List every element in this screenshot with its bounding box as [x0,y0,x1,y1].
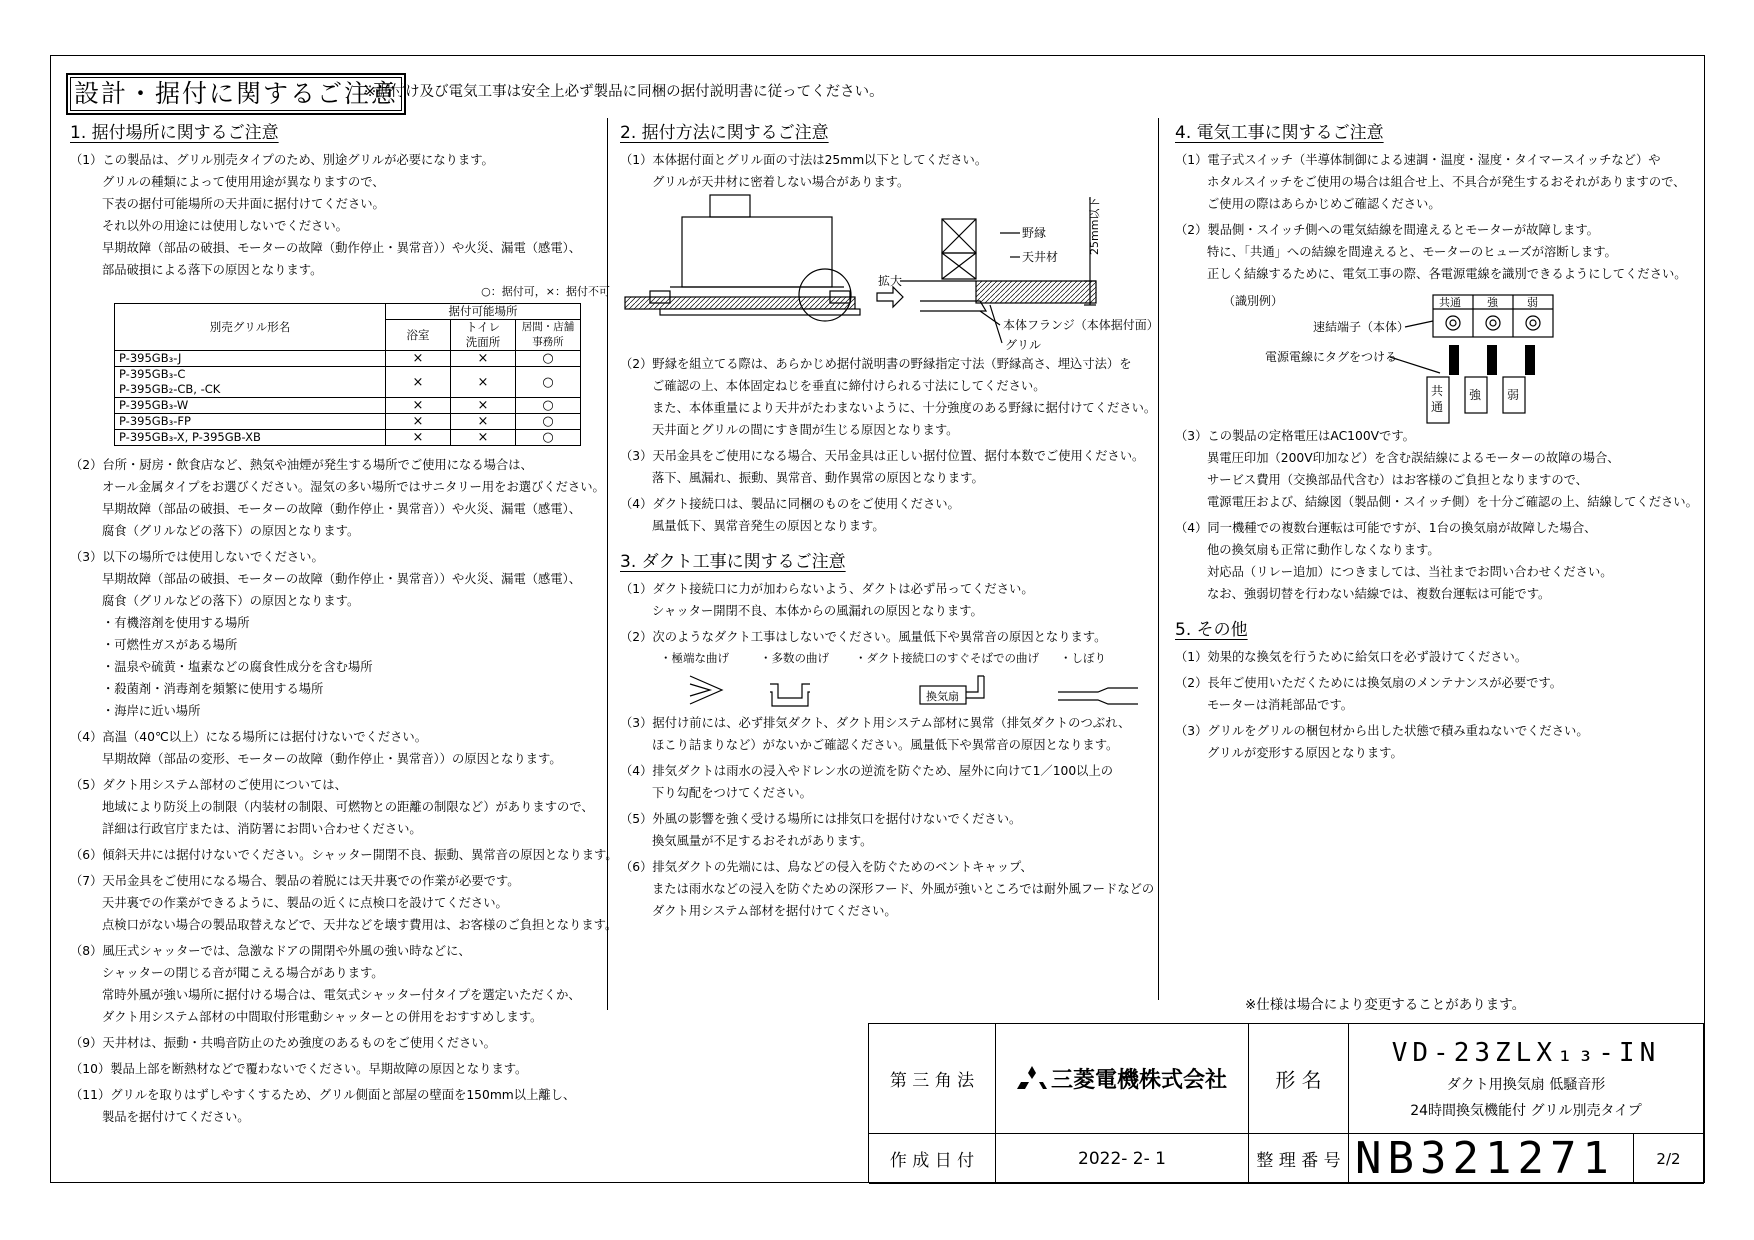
label-grill: グリル [1005,338,1042,352]
cell-toilet: × [451,430,516,446]
note-line: または雨水などの浸入を防ぐための深形フード、外風が強いところでは耐外風フードなどの [652,882,1155,896]
note-item [620,445,1145,489]
cell-toilet: × [451,398,516,414]
note-line: 対応品（リレー追加）につきましては、当社までお問い合わせください。 [1207,565,1613,579]
unit-body [682,217,832,287]
note-line: 天井面とグリルの間にすき間が生じる原因となります。 [652,423,959,437]
note-line: 製品を据付けてください。 [102,1110,250,1124]
note-item [70,870,618,936]
note-line: （4）同一機種での複数台運転は可能ですが、1台の換気扇が故障した場合、 [1175,521,1597,535]
header-note: ※据付け及び電気工事は安全上必ず製品に同梱の据付説明書に従ってください。 [364,84,884,100]
note-item [70,149,600,281]
note-line: 異電圧印加（200V印加など）を含む誤結線によるモーターの故障の場合、 [1207,451,1620,465]
label-kakudai: 拡大 [878,274,903,288]
bad-case-label: ・多数の曲げ [760,651,829,665]
installation-diagram [620,193,1159,353]
cell-toilet: × [451,367,516,398]
note-line: （6）傾斜天井には据付けないでください。シャッター開閉不良、振動、異常音の原因となります。 [70,848,618,862]
note-line: ホタルスイッチをご使用の場合は組合せ上、不具合が発生するおそれがありますので、 [1207,175,1686,189]
note-line: 常時外風が強い場所に据付ける場合は、電気式シャッター付タイプを選定いただくか、 [102,988,581,1002]
note-item [1175,517,1695,605]
number-label-cell: 整 理 番 号 [1249,1134,1349,1184]
model-number: VD-23ZLX₁₃-IN [1391,1037,1661,1068]
note-item [620,760,1140,804]
cell-bath: × [386,430,451,446]
bad-case-label: ・ダクト接続口のすぐそばでの曲げ [855,651,1039,665]
table-row [115,430,581,446]
cell-living: ○ [516,430,581,446]
note-item [1175,720,1695,764]
note-line: （3）グリルをグリルの梱包材から出した状態で積み重ねないでください。 [1175,724,1589,738]
note-line: 落下、風漏れ、振動、異常音、動作異常の原因となります。 [652,471,984,485]
note-line: 下り勾配をつけてください。 [652,786,812,800]
label-tenjo: 天井材 [1022,250,1059,264]
note-item [1175,219,1695,285]
column-3 [1175,118,1698,764]
mitsubishi-logo-icon [1017,1066,1047,1092]
terminal-header: 弱 [1527,296,1538,309]
note-item [1175,646,1695,668]
cell-model: P-395GB₃-W [115,398,386,414]
cell-model: P-395GB₃-FP [115,414,386,430]
note-line: モーターは消耗部品です。 [1207,698,1354,712]
note-item [620,353,1157,441]
note-item [620,493,1140,537]
table-body [115,351,581,446]
note-line: （11）グリルを取りはずしやすくするため、グリル側面と部屋の壁面を150mm以上離し、 [70,1088,576,1102]
note-item [620,578,1140,622]
company-name: 三菱電機株式会社 [1050,1068,1227,1093]
section-heading: 4. 電気工事に関するご注意 [1175,123,1384,143]
note-line: 部品破損による落下の原因となります。 [102,263,323,277]
section-heading: 5. その他 [1175,620,1248,640]
note-line: また、本体重量により天井がたわまないように、十分強度のある野縁に据付けてください。 [652,401,1157,415]
bad-case-label: ・極端な曲げ [660,651,729,665]
cell-living: ○ [516,351,581,367]
table-row [115,414,581,430]
label-nobuchi: 野縁 [1022,226,1047,240]
projection-cell: 第 三 角 法 [869,1024,996,1134]
note-line: 地域により防災上の制限（内装材の制限、可燃物との距離の制限など）がありますので、 [102,800,594,814]
note-line: ご使用の際はあらかじめご確認ください。 [1207,197,1441,211]
document-number: NB321271 [1349,1134,1634,1184]
model-label-cell: 形 名 [1249,1024,1349,1134]
note-line: 点検口がない場合の製品取替えなどで、天井などを壊す費用は、お客様のご負担となります。 [102,918,618,932]
note-line: 換気風量が不足するおそれがあります。 [652,834,873,848]
terminal-header: 共通 [1439,296,1461,309]
note-line: 下表の据付可能場所の天井面に据付けてください。 [102,197,385,211]
example-label: （識別例） [1223,294,1284,308]
spec-footnote: ※仕様は場合により変更することがあります。 [1245,997,1526,1013]
fan-label: 換気扇 [926,690,959,703]
page-number: 2/2 [1634,1134,1704,1184]
note-line: （2）台所・厨房・飲食店など、熱気や油煙が発生する場所でご使用になる場合は、 [70,458,533,472]
note-line: ダクト用システム部材の中間取付形電動シャッターとの併用をおすすめします。 [102,1010,543,1024]
grill-table [114,303,581,446]
note-item [70,844,618,866]
cell-model: P-395GB₃-C P-395GB₂-CB, -CK [115,367,386,398]
note-line: （1）この製品は、グリル別売タイプのため、別途グリルが必要になります。 [70,153,494,167]
table-header: 別売グリル形名 [115,304,386,351]
note-line: ・可燃性ガスがある場所 [102,638,238,652]
label-flange: 本体フランジ（本体据付面） [1003,318,1159,332]
date-label-cell: 作 成 日 付 [869,1134,996,1184]
note-line: （10）製品上部を断熱材などで覆わないでください。早期故障の原因となります。 [70,1062,528,1076]
note-line: （1）効果的な換気を行うために給気口を必ず設けてください。 [1175,650,1528,664]
note-line: シャッター開閉不良、本体からの風漏れの原因となります。 [652,604,983,618]
note-line: （1）本体据付面とグリル面の寸法は25mm以下としてください。 [620,153,988,167]
section-heading: 3. ダクト工事に関するご注意 [620,552,846,572]
column-1 [70,118,618,1128]
note-item [70,940,600,1028]
note-line: （7）天吊金具をご使用になる場合、製品の着脱には天井裏での作業が必要です。 [70,874,520,888]
note-line: グリルが変形する原因となります。 [1207,746,1403,760]
note-line: ・温泉や硫黄・塩素などの腐食性成分を含む場所 [102,660,373,674]
note-item [1175,672,1695,716]
note-line: （3）据付け前には、必ず排気ダクト、ダクト用システム部材に異常（排気ダクトのつぶれ、 [620,716,1131,730]
note-line: （6）排気ダクトの先端には、鳥などの侵入を防ぐためのベントキャップ、 [620,860,1033,874]
note-line: シャッターの閉じる音が聞こえる場合があります。 [102,966,384,980]
section-heading: 1. 据付場所に関するご注意 [70,123,279,143]
cell-model: P-395GB₃-J [115,351,386,367]
cell-toilet: × [451,351,516,367]
note-item [620,626,1140,648]
wire-tag: 共通 [1431,384,1444,414]
note-line: 早期故障（部品の変形、モーターの故障（動作停止・異常音））の原因となります。 [102,752,562,766]
cell-bath: × [386,398,451,414]
cell-bath: × [386,351,451,367]
note-line: （9）天井材は、振動・共鳴音防止のため強度のあるものをご使用ください。 [70,1036,496,1050]
table-row [115,351,581,367]
note-line: なお、強弱切替を行わない結線では、複数台運転は可能です。 [1207,587,1551,601]
note-line: （5）外風の影響を強く受ける場所には排気口を据付けないでください。 [620,812,1022,826]
table-header: 浴室 [386,320,451,351]
cell-living: ○ [516,398,581,414]
note-line: ダクト用システム部材を据付けてください。 [652,904,897,918]
note-line: （4）排気ダクトは雨水の浸入やドレン水の逆流を防ぐため、屋外に向けて1／100以上の [620,764,1114,778]
note-line: ・海岸に近い場所 [102,704,201,718]
note-line: グリルの種類によって使用用途が異なりますので、 [102,175,385,189]
note-item [70,1058,600,1080]
section-heading: 2. 据付方法に関するご注意 [620,123,829,143]
note-line: （1）電子式スイッチ（半導体制御による速調・温度・湿度・タイマースイッチなど）や [1175,153,1661,167]
note-line: （5）ダクト用システム部材のご使用については、 [70,778,347,792]
wire-tag: 弱 [1507,388,1520,402]
column-divider [607,118,608,1010]
note-line: 早期故障（部品の破損、モーターの故障（動作停止・異常音））や火災、漏電（感電）、 [102,502,582,516]
note-line: （3）この製品の定格電圧はAC100Vです。 [1175,429,1415,443]
label-dimension: 25mm以下 [1088,197,1101,255]
note-line: 詳細は行政官庁または、消防署にお問い合わせください。 [102,822,422,836]
note-item [70,726,600,770]
note-line: ・有機溶剤を使用する場所 [102,616,250,630]
note-line: 腐食（グリルなどの落下）の原因となります。 [102,594,360,608]
duct-connector [710,195,750,217]
note-item [620,856,1155,922]
note-item [70,546,600,722]
note-item [1175,149,1695,215]
table-header: 据付可能場所 [386,304,581,320]
model-cell [1349,1024,1704,1134]
note-line: 他の換気扇も正常に動作しなくなります。 [1207,543,1440,557]
table-legend: ○：据付可，×：据付不可 [481,285,610,298]
note-item [620,712,1140,756]
note-line: サービス費用（交換部品代含む）はお客様のご負担となりますので、 [1207,473,1588,487]
note-item [70,1032,600,1054]
table-header: 居間・店舗 事務所 [516,320,581,351]
note-line: （2）次のようなダクト工事はしないでください。風量低下や異常音の原因となります。 [620,630,1107,644]
cell-toilet: × [451,414,516,430]
note-line: （2）野縁を組立てる際は、あらかじめ据付説明書の野縁指定寸法（野縁高さ、埋込寸法）を [620,357,1132,371]
note-item [70,1084,600,1128]
note-line: 腐食（グリルなどの落下）の原因となります。 [102,524,360,538]
note-line: 早期故障（部品の破損、モーターの故障（動作停止・異常音））や火災、漏電（感電）、 [102,241,582,255]
note-line: ほこり詰まりなど）がないかご確認ください。風量低下や異常音の原因となります。 [652,738,1119,752]
note-line: （3）以下の場所では使用しないでください。 [70,550,324,564]
note-line: 電源電圧および、結線図（製品側・スイッチ側）を十分ご確認の上、結線してください。 [1207,495,1698,509]
wire-tag: 強 [1469,388,1482,402]
wiring-example-diagram [1175,285,1695,425]
note-line: 正しく結線するために、電気工事の際、各電源電線を識別できるようにしてください。 [1207,267,1687,281]
cell-bath: × [386,414,451,430]
note-line: グリルが天井材に密着しない場合があります。 [652,175,910,189]
cell-model: P-395GB₃-X, P-395GB-XB [115,430,386,446]
tag-label: 電源電線にタグをつける [1265,350,1398,364]
page-title: 設計・据付に関するご注意 [66,73,406,115]
table-row [115,367,581,398]
note-line: （3）天吊金具をご使用になる場合、天吊金具は正しい据付位置、据付本数でご使用ください。 [620,449,1145,463]
cell-living: ○ [516,367,581,398]
company-cell [996,1024,1249,1134]
table-row [115,398,581,414]
model-desc: 24時間換気機能付 グリル別売タイプ [1410,1102,1642,1119]
note-line: （2）長年ご使用いただくためには換気扇のメンテナンスが必要です。 [1175,676,1563,690]
note-line: （4）高温（40℃以上）になる場所には据付けないでください。 [70,730,428,744]
cell-living: ○ [516,414,581,430]
note-line: オール金属タイプをお選びください。湿気の多い場所ではサニタリー用をお選びください。 [102,480,605,494]
terminal-header: 強 [1487,296,1498,309]
column-divider [1158,118,1159,1000]
note-item [70,774,600,840]
note-item [620,808,1140,852]
note-line: （2）製品側・スイッチ側への電気結線を間違えるとモーターが故障します。 [1175,223,1599,237]
note-line: （8）風圧式シャッターでは、急激なドアの開閉や外風の強い時などに、 [70,944,471,958]
model-desc: ダクト用換気扇 低騒音形 [1446,1076,1606,1093]
note-line: 特に、「共通」への結線を間違えると、モーターのヒューズが溶断します。 [1207,245,1617,259]
cell-bath: × [386,367,451,398]
note-line: 風量低下、異常音発生の原因となります。 [652,519,885,533]
note-line: それ以外の用途には使用しないでください。 [102,219,348,233]
note-line: （1）ダクト接続口に力が加わらないよう、ダクトは必ず吊ってください。 [620,582,1034,596]
bad-case-label: ・しぼり [1060,651,1106,665]
column-2 [620,118,1159,922]
note-line: （4）ダクト接続口は、製品に同梱のものをご使用ください。 [620,497,960,511]
date-cell: 2022- 2- 1 [996,1134,1249,1184]
note-line: ご確認の上、本体固定ねじを垂直に締付けられる寸法にしてください。 [652,379,1046,393]
terminal-label: 速結端子（本体） [1313,320,1410,334]
table-header: トイレ 洗面所 [451,320,516,351]
bad-duct-diagram [620,648,1140,712]
title-block [868,1023,1705,1183]
note-line: ・殺菌剤・消毒剤を頻繁に使用する場所 [102,682,324,696]
note-item [1175,425,1698,513]
note-item [70,454,605,542]
note-item [620,149,1140,193]
note-line: 天井裏での作業ができるように、製品の近くに点検口を設けてください。 [102,896,508,910]
note-line: 早期故障（部品の破損、モーターの故障（動作停止・異常音））や火災、漏電（感電）、 [102,572,582,586]
